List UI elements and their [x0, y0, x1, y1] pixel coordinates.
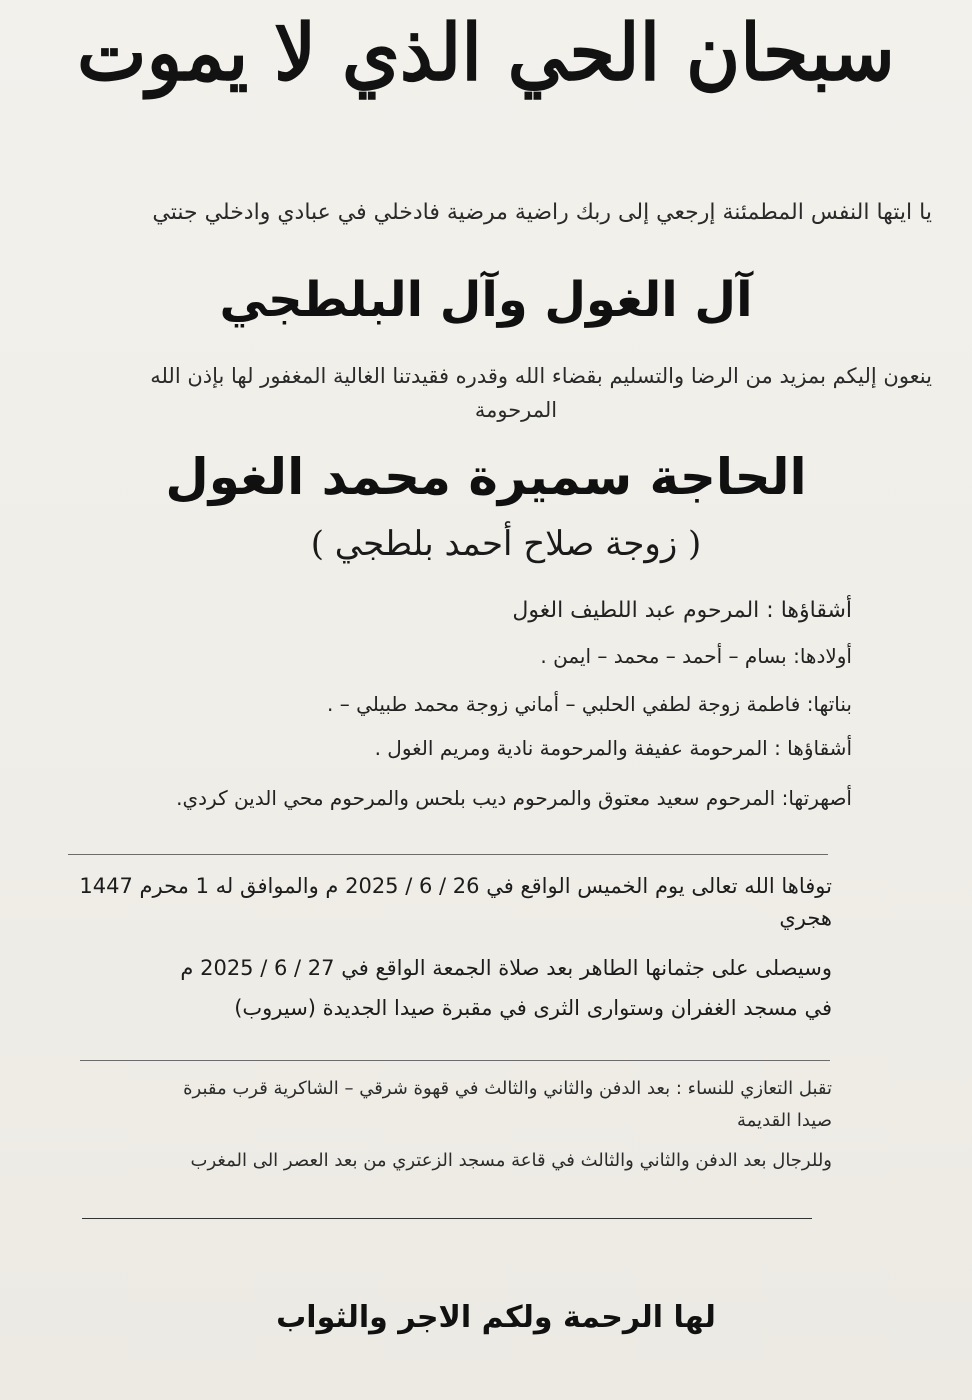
condolences-women-line-2: صيدا القديمة: [737, 1110, 832, 1131]
announcement-line-2: المرحومة: [474, 398, 558, 422]
relatives-sisters: أشقاؤها : المرحومة عفيفة والمرحومة نادية ومريم الغول .: [374, 736, 852, 760]
deceased-name: الحاجة سميرة محمد الغول: [165, 448, 807, 506]
divider: [80, 1060, 830, 1061]
relatives-in-laws: أصهرتها: المرحوم سعيد معتوق والمرحوم ديب بلحس والمرحوم محي الدين كردي.: [176, 786, 852, 810]
divider: [68, 854, 828, 855]
families-title: آل الغول وآل البلطجي: [219, 272, 753, 328]
divider: [82, 1218, 812, 1219]
death-date-line-2: هجري: [779, 906, 832, 930]
death-date-line-1: توفاها الله تعالى يوم الخميس الواقع في 26 / 6 / 2025 م والموافق له 1 محرم 1447: [79, 874, 832, 898]
condolences-men: وللرجال بعد الدفن والثاني والثالث في قاعة مسجد الزعتري من بعد العصر الى المغرب: [190, 1150, 832, 1171]
relatives-brothers: أشقاؤها : المرحوم عبد اللطيف الغول: [512, 598, 852, 623]
announcement-line-1: ينعون إليكم بمزيد من الرضا والتسليم بقضاء الله وقدره فقيدتنا الغالية المغفور لها بإذن الله: [150, 364, 932, 388]
deceased-spouse: ( زوجة صلاح أحمد بلطجي ): [310, 524, 702, 564]
calligraphy-heading: سبحان الحي الذي لا يموت: [77, 7, 895, 99]
closing-prayer: لها الرحمة ولكم الاجر والثواب: [276, 1300, 716, 1335]
funeral-prayer-line-2: في مسجد الغفران وستوارى الثرى في مقبرة صيدا الجديدة (سيروب): [234, 996, 832, 1020]
funeral-prayer-line-1: وسيصلى على جثمانها الطاهر بعد صلاة الجمعة الواقع في 27 / 6 / 2025 م: [180, 956, 832, 980]
relatives-daughters: بناتها: فاطمة زوجة لطفي الحلبي – أماني زوجة محمد طبيلي – .: [327, 692, 852, 716]
quran-verse: يا ايتها النفس المطمئنة إرجعي إلى ربك راضية مرضية فادخلي في عبادي وادخلي جنتي: [152, 200, 932, 225]
condolences-women-line-1: تقبل التعازي للنساء : بعد الدفن والثاني والثالث في قهوة شرقي – الشاكرية قرب مقبرة: [183, 1078, 832, 1099]
relatives-sons: أولادها: بسام – أحمد – محمد – ايمن .: [540, 644, 852, 668]
